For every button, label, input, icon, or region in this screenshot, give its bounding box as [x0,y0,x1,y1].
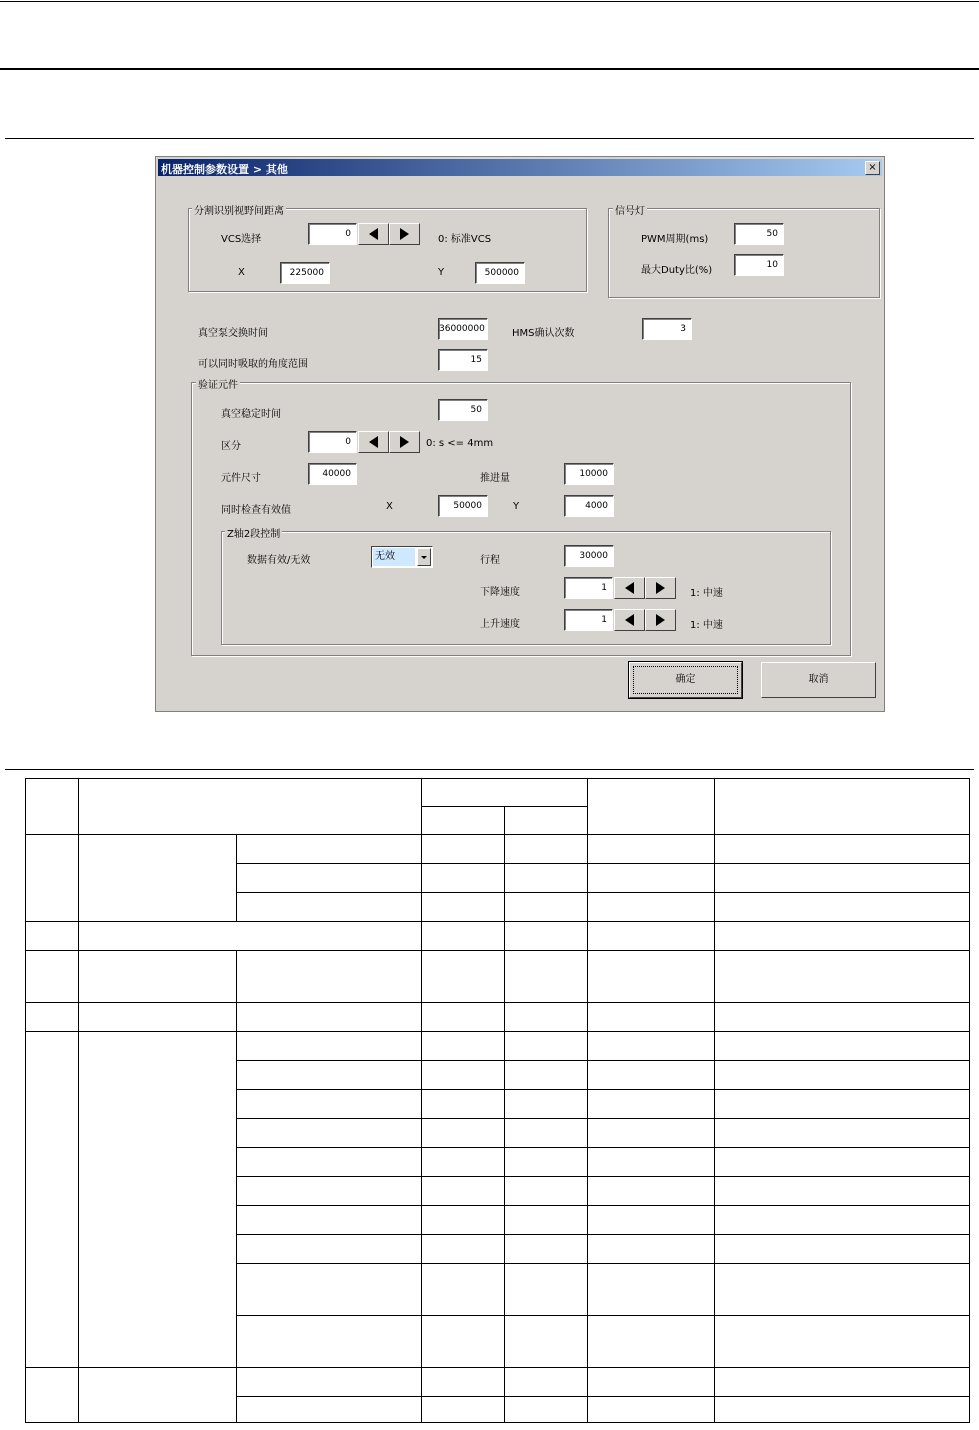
table-cell [422,1316,505,1368]
vacuum-stable-time-label: 真空稳定时间 [221,409,281,420]
table-cell [237,1264,422,1316]
table-cell [422,893,505,922]
arrow-right-icon [399,228,410,240]
table-cell [715,835,970,864]
angle-range-label: 可以同时吸取的角度范围 [198,359,308,370]
table-cell [715,1235,970,1264]
table-cell [26,922,79,951]
table-cell [505,1397,588,1423]
table-cell [715,893,970,922]
table-cell [505,893,588,922]
table-cell [422,1368,505,1397]
check-x-field[interactable]: 50000 [438,495,488,517]
signal-light-group [608,208,880,298]
vcs-decrement-button[interactable] [358,223,389,245]
down-speed-decrement-button[interactable] [614,577,645,599]
arrow-left-icon [368,436,379,448]
table-cell [79,779,422,835]
table-cell [715,1032,970,1061]
table-cell [715,1368,970,1397]
table-cell [26,779,79,835]
vcs-select-label: VCS选择 [221,234,262,245]
table-cell [588,1061,715,1090]
arrow-left-icon [624,614,635,626]
vcs-increment-button[interactable] [389,223,420,245]
table-row [26,1003,970,1032]
check-x-label: X [386,501,393,512]
z-axis-group-label: Z轴2段控制 [225,525,282,540]
dialog-title: 机器控制参数设置 > 其他 [161,163,288,176]
data-valid-select[interactable] [371,546,433,568]
classification-field[interactable]: 0 [308,431,357,453]
table-cell [237,1177,422,1206]
table-cell [588,1177,715,1206]
table-cell [715,1316,970,1368]
focus-rect [633,666,738,694]
table-cell [505,835,588,864]
pwm-period-label: PWM周期(ms) [641,234,709,245]
close-icon[interactable]: × [865,161,880,175]
table-cell [79,835,237,922]
table-cell [237,951,422,1003]
table-cell [237,1090,422,1119]
table-row [26,835,970,864]
z-axis-group [221,531,831,645]
check-y-field[interactable]: 4000 [564,495,614,517]
table-cell [505,922,588,951]
up-speed-label: 上升速度 [480,619,520,630]
data-valid-label: 数据有效/无效 [247,555,311,566]
classification-note: 0: s <= 4mm [426,438,494,449]
up-speed-increment-button[interactable] [645,609,676,631]
vision-distance-group-label: 分割识别视野间距离 [192,202,286,217]
table-cell [505,807,588,835]
max-duty-label: 最大Duty比(%) [641,265,713,276]
down-speed-field[interactable]: 1 [564,577,613,599]
angle-range-field[interactable]: 15 [438,349,488,371]
table-cell [505,1368,588,1397]
vcs-note: 0: 标准VCS [438,234,492,245]
table-cell [588,1003,715,1032]
component-size-label: 元件尺寸 [221,473,261,484]
top-border-rule [0,1,979,2]
machine-control-settings-dialog [155,156,885,712]
table-cell [588,1206,715,1235]
table-cell [505,1316,588,1368]
table-cell [26,1368,79,1423]
table-cell [588,864,715,893]
table-cell [505,1119,588,1148]
header-rule [0,68,979,70]
table-cell [588,1397,715,1423]
table-cell [422,1148,505,1177]
table-cell [505,1032,588,1061]
table-cell [237,1148,422,1177]
table-cell [79,1003,237,1032]
signal-light-group-label: 信号灯 [613,202,647,217]
classification-decrement-button[interactable] [358,431,389,453]
table-cell [422,1177,505,1206]
table-cell [237,1397,422,1423]
table-cell [505,1235,588,1264]
table-cell [588,951,715,1003]
table-cell [588,1264,715,1316]
max-duty-field[interactable]: 10 [734,254,784,276]
arrow-left-icon [368,228,379,240]
classification-label: 区分 [221,441,241,452]
down-speed-label: 下降速度 [480,587,520,598]
table-cell [505,1206,588,1235]
table-cell [237,1316,422,1368]
component-size-field[interactable]: 40000 [308,463,357,485]
table-cell [588,835,715,864]
arrow-right-icon [655,614,666,626]
table-cell [422,1090,505,1119]
table-cell [237,1003,422,1032]
section-rule-1 [5,138,974,139]
table-cell [505,951,588,1003]
table-cell [715,1003,970,1032]
table-cell [715,922,970,951]
spec-table [25,778,970,1423]
table-cell [422,1061,505,1090]
pwm-period-field[interactable]: 50 [734,223,784,245]
table-cell [588,1032,715,1061]
hms-confirm-count-label: HMS确认次数 [512,328,575,339]
table-cell [505,1003,588,1032]
table-cell [422,864,505,893]
table-cell [422,922,505,951]
table-cell [79,1368,237,1423]
table-cell [237,1368,422,1397]
table-cell [237,893,422,922]
arrow-left-icon [624,582,635,594]
table-cell [79,951,237,1003]
vacuum-stable-time-field[interactable]: 50 [438,399,488,421]
table-cell [422,1397,505,1423]
table-cell [422,951,505,1003]
table-cell [422,807,505,835]
vision-y-label: Y [438,267,445,278]
push-amount-field[interactable]: 10000 [564,463,614,485]
push-amount-label: 推进量 [480,473,510,484]
check-y-label: Y [513,501,520,512]
table-cell [715,864,970,893]
table-cell [588,1235,715,1264]
table-cell [422,1003,505,1032]
cancel-button[interactable] [761,662,876,698]
down-speed-note: 1: 中速 [690,588,723,599]
table-cell [715,779,970,835]
table-cell [422,779,588,807]
table-cell [422,1206,505,1235]
up-speed-field[interactable]: 1 [564,609,613,631]
dialog-titlebar[interactable] [158,159,882,176]
table-cell [79,922,422,951]
table-cell [26,835,79,922]
table-cell [715,1148,970,1177]
data-valid-selected-value: 无效 [373,548,415,566]
up-speed-decrement-button[interactable] [614,609,645,631]
verify-component-group-label: 验证元件 [196,376,240,391]
table-cell [588,1148,715,1177]
table-cell [26,1003,79,1032]
ok-button-label: 确定 [675,674,696,685]
table-cell [237,1032,422,1061]
table-cell [505,1061,588,1090]
table-cell [588,1316,715,1368]
table-cell [237,835,422,864]
table-cell [715,1397,970,1423]
table-cell [26,1032,79,1368]
table-cell [588,779,715,835]
table-cell [715,1090,970,1119]
table-cell [422,1032,505,1061]
vision-x-field[interactable]: 225000 [280,262,330,284]
table-cell [715,1119,970,1148]
table-cell [422,1119,505,1148]
table-header-row [26,779,970,807]
table-row [26,922,970,951]
up-speed-note: 1: 中速 [690,620,723,631]
table-row [26,951,970,1003]
table-row [26,1368,970,1397]
table-cell [715,951,970,1003]
ok-button[interactable] [629,662,742,698]
table-cell [715,1264,970,1316]
table-cell [505,1264,588,1316]
vision-distance-group [188,208,587,292]
arrow-right-icon [655,582,666,594]
stroke-label: 行程 [480,555,500,566]
stroke-field[interactable]: 30000 [564,545,614,567]
vcs-select-field[interactable]: 0 [308,223,357,245]
vision-x-label: X [238,267,245,278]
table-cell [588,893,715,922]
dropdown-arrow-icon[interactable] [417,548,431,566]
down-speed-increment-button[interactable] [645,577,676,599]
table-cell [79,1032,237,1368]
section-rule-2 [5,769,974,770]
vacuum-switch-time-label: 真空泵交换时间 [198,328,268,339]
table-cell [237,1206,422,1235]
table-cell [505,1177,588,1206]
table-cell [26,951,79,1003]
table-cell [237,1061,422,1090]
table-cell [715,1177,970,1206]
table-cell [237,1235,422,1264]
table-cell [505,1090,588,1119]
table-cell [422,1264,505,1316]
table-cell [715,1061,970,1090]
table-cell [422,1235,505,1264]
table-cell [588,922,715,951]
table-cell [237,864,422,893]
simultaneous-check-label: 同时检查有效值 [221,505,291,516]
vacuum-switch-time-field[interactable]: 36000000 [438,318,488,340]
table-cell [588,1368,715,1397]
hms-confirm-count-field[interactable]: 3 [642,318,692,340]
table-cell [505,1148,588,1177]
cancel-button-label: 取消 [808,674,829,685]
table-cell [715,1206,970,1235]
table-cell [588,1090,715,1119]
table-row [26,1032,970,1061]
arrow-right-icon [399,436,410,448]
table-cell [588,1119,715,1148]
table-cell [237,1119,422,1148]
table-cell [505,864,588,893]
classification-increment-button[interactable] [389,431,420,453]
vision-y-field[interactable]: 500000 [475,262,525,284]
table-cell [422,835,505,864]
